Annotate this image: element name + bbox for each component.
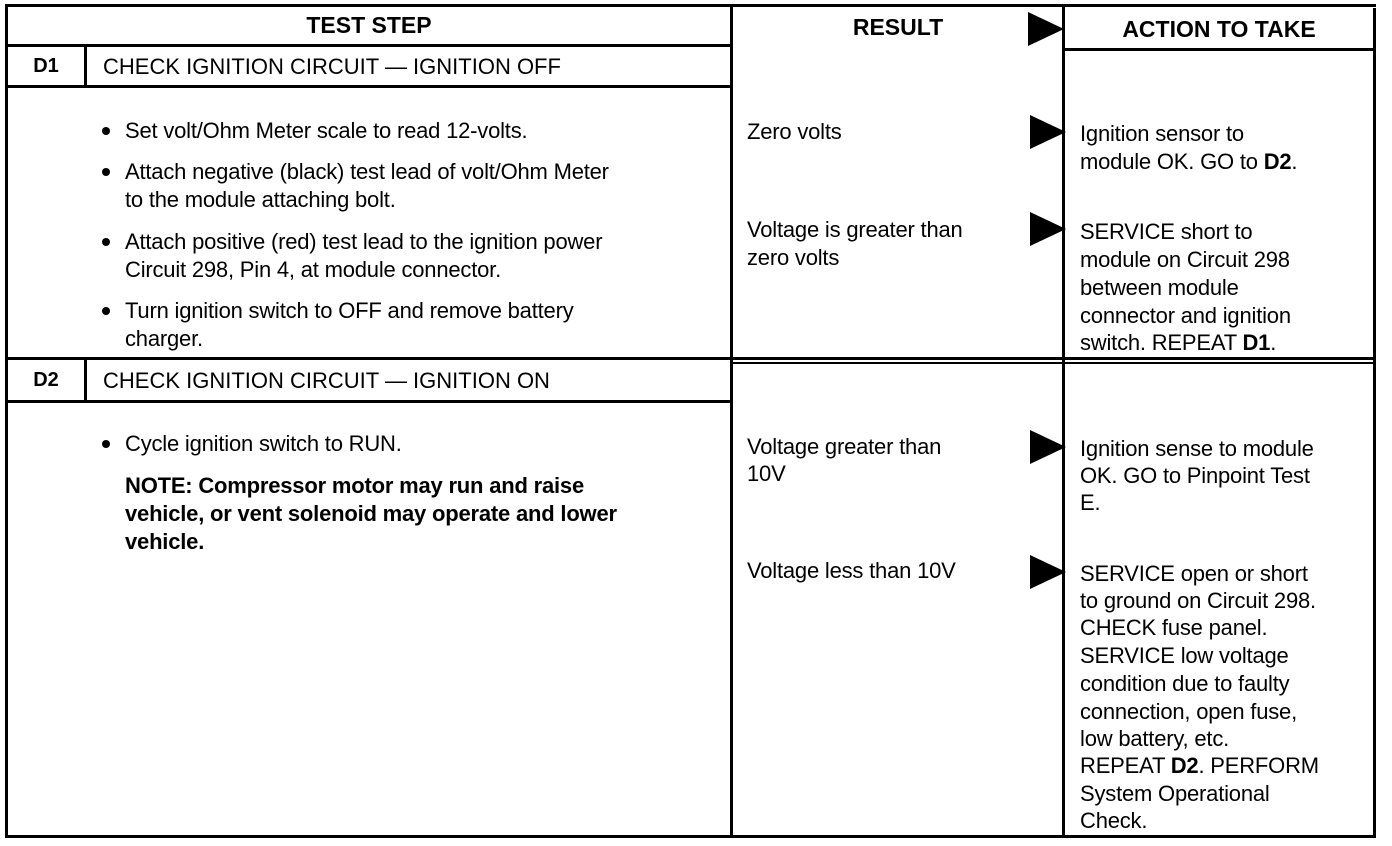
bullet-icon [102,127,110,135]
step-d2-action: Ignition sense to module [1080,436,1314,461]
bullet-icon [102,168,110,176]
result-arrow-icon [1030,430,1066,464]
step-d1-result: zero volts [747,245,840,270]
step-d1-action: module OK. GO to D2. [1080,149,1298,174]
step-d1-action: between module [1080,275,1239,300]
step-d2-id: D2 [33,369,59,391]
step-d1-result: Zero volts [747,119,842,144]
step-d1-instruction: Circuit 298, Pin 4, at module connector. [125,257,501,282]
bullet-icon [102,440,110,448]
step-d1-action: module on Circuit 298 [1080,247,1290,272]
step-d2-action: low battery, etc. [1080,726,1230,751]
step-d2-action: CHECK fuse panel. [1080,615,1268,640]
step-d2-title: CHECK IGNITION CIRCUIT — IGNITION ON [103,368,550,393]
step-d1-result: Voltage is greater than [747,217,963,242]
row-divider-d2-lower [730,362,1376,364]
step-d1-id-divider [84,44,87,88]
col-divider-result [730,4,733,838]
table-top-border [6,4,1376,7]
result-arrow-icon [1030,115,1066,149]
step-d1-instruction: Attach negative (black) test lead of volt/Ohm Meter [125,159,609,184]
bullet-icon [102,307,110,315]
step-d2-action: System Operational [1080,781,1270,806]
step-d1-instruction: to the module attaching bolt. [125,187,396,212]
step-d2-note: NOTE: Compressor motor may run and raise [125,473,584,498]
step-d2-title-rule [5,400,733,403]
step-d2-result: Voltage greater than [747,434,942,459]
step-d1-action: Ignition sensor to [1080,121,1244,146]
header-result: RESULT [852,14,944,40]
step-d2-action: REPEAT D2. PERFORM [1080,753,1319,778]
step-d2-action: connection, open fuse, [1080,699,1297,724]
step-d1-action: connector and ignition [1080,303,1291,328]
header-bottom-rule-left [5,44,733,47]
table-left-border [5,4,8,838]
header-arrow-icon [1028,12,1064,46]
step-d1-instruction: Set volt/Ohm Meter scale to read 12-volts. [125,118,528,143]
step-d2-result: 10V [747,461,786,486]
step-d1-instruction: Turn ignition switch to OFF and remove battery [125,298,574,323]
step-d2-instruction: Cycle ignition switch to RUN. [125,431,402,456]
step-d2-action: to ground on Circuit 298. [1080,588,1316,613]
step-d2-action: E. [1080,490,1101,515]
step-d2-note: vehicle, or vent solenoid may operate and lower [125,501,617,526]
header-test-step: TEST STEP [306,12,432,38]
row-divider-d2 [5,357,1376,360]
step-d1-action: SERVICE short to [1080,219,1253,244]
step-d1-instruction: charger. [125,326,203,351]
step-d2-action: condition due to faulty [1080,671,1290,696]
header-action: ACTION TO TAKE [1122,16,1316,42]
table-bottom-border [6,835,1376,838]
step-d2-id-divider [84,357,87,403]
step-d1-id: D1 [33,55,59,77]
step-d1-instruction: Attach positive (red) test lead to the ignition power [125,229,603,254]
step-d2-action: OK. GO to Pinpoint Test [1080,463,1310,488]
step-d1-action: switch. REPEAT D1. [1080,330,1277,355]
step-d2-action: SERVICE low voltage [1080,643,1289,668]
header-bottom-rule-right [1062,48,1376,51]
step-d2-action: SERVICE open or short [1080,561,1308,586]
step-d2-action: Check. [1080,808,1148,833]
result-arrow-icon [1030,212,1066,246]
step-d1-title-rule [5,85,733,88]
result-arrow-icon [1030,555,1066,589]
table-right-border [1373,8,1376,838]
step-d1-title: CHECK IGNITION CIRCUIT — IGNITION OFF [103,54,561,79]
step-d2-result: Voltage less than 10V [747,558,956,583]
step-d2-note: vehicle. [125,529,205,554]
bullet-icon [102,238,110,246]
